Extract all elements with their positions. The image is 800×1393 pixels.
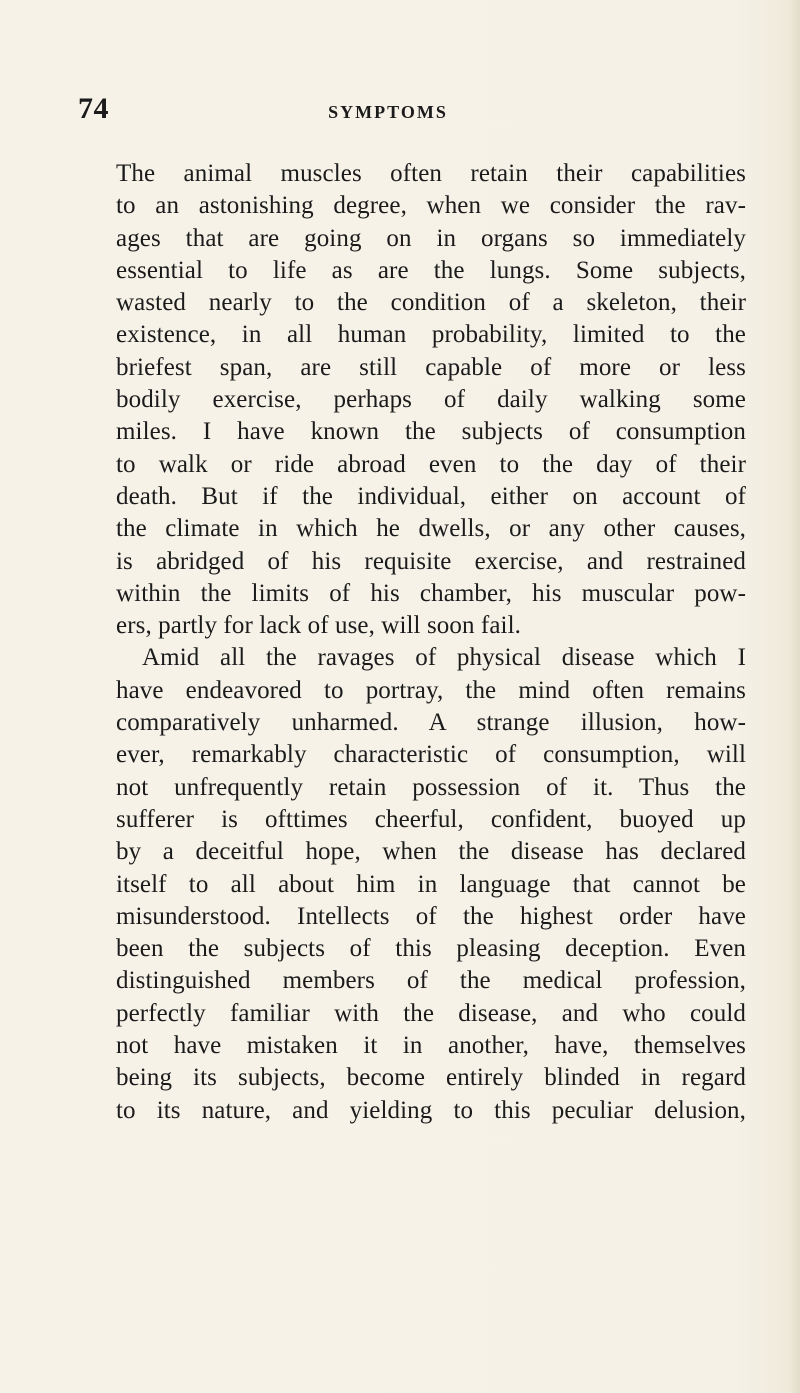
text-line: distinguished members of the medical profession, [116, 967, 746, 995]
running-head [78, 94, 738, 134]
text-line: miles. I have known the subjects of consumption [116, 418, 746, 446]
paragraph-1 [116, 158, 746, 642]
paragraph-2 [116, 642, 746, 1126]
text-line: ers, partly for lack of use, will soon fail. [116, 612, 521, 640]
text-line: within the limits of his chamber, his muscular pow- [116, 579, 746, 607]
body-text [116, 158, 746, 1127]
text-line: ages that are going on in organs so immediately [116, 224, 746, 252]
text-line: misunderstood. Intellects of the highest order have [116, 902, 746, 930]
text-line: to walk or ride abroad even to the day of their [116, 450, 746, 478]
text-line: Amid all the ravages of physical disease which I [142, 644, 746, 672]
text-line: by a deceitful hope, when the disease has declared [116, 838, 746, 866]
text-line: comparatively unharmed. A strange illusion, how- [116, 709, 746, 737]
text-line: not have mistaken it in another, have, themselves [116, 1032, 746, 1060]
text-line: perfectly familiar with the disease, and who could [116, 999, 746, 1027]
text-line: itself to all about him in language that cannot be [116, 870, 746, 898]
text-line: bodily exercise, perhaps of daily walking some [116, 386, 746, 414]
text-line: been the subjects of this pleasing deception. Even [116, 935, 746, 963]
text-line: is abridged of his requisite exercise, and restrained [116, 547, 746, 575]
text-line: wasted nearly to the condition of a skeleton, their [116, 289, 746, 317]
running-title: SYMPTOMS [328, 102, 448, 122]
text-line: essential to life as are the lungs. Some subjects, [116, 256, 746, 284]
text-line: to an astonishing degree, when we consider the rav- [116, 192, 746, 220]
text-line: sufferer is ofttimes cheerful, confident, buoyed up [116, 805, 746, 833]
text-line: to its nature, and yielding to this peculiar delusion, [116, 1096, 746, 1124]
text-line: existence, in all human probability, limited to the [116, 321, 746, 349]
text-line: ever, remarkably characteristic of consumption, will [116, 741, 746, 769]
page-number: 74 [78, 92, 109, 125]
text-line: being its subjects, become entirely blinded in regard [116, 1064, 746, 1092]
text-line: briefest span, are still capable of more or less [116, 353, 746, 381]
page-edge-shadow [788, 0, 800, 1393]
text-line: The animal muscles often retain their capabilities [116, 160, 746, 187]
text-line: death. But if the individual, either on account of [116, 482, 746, 510]
text-line: not unfrequently retain possession of it. Thus the [116, 773, 746, 801]
text-line: the climate in which he dwells, or any other causes, [116, 515, 746, 543]
text-line: have endeavored to portray, the mind often remains [116, 676, 746, 704]
